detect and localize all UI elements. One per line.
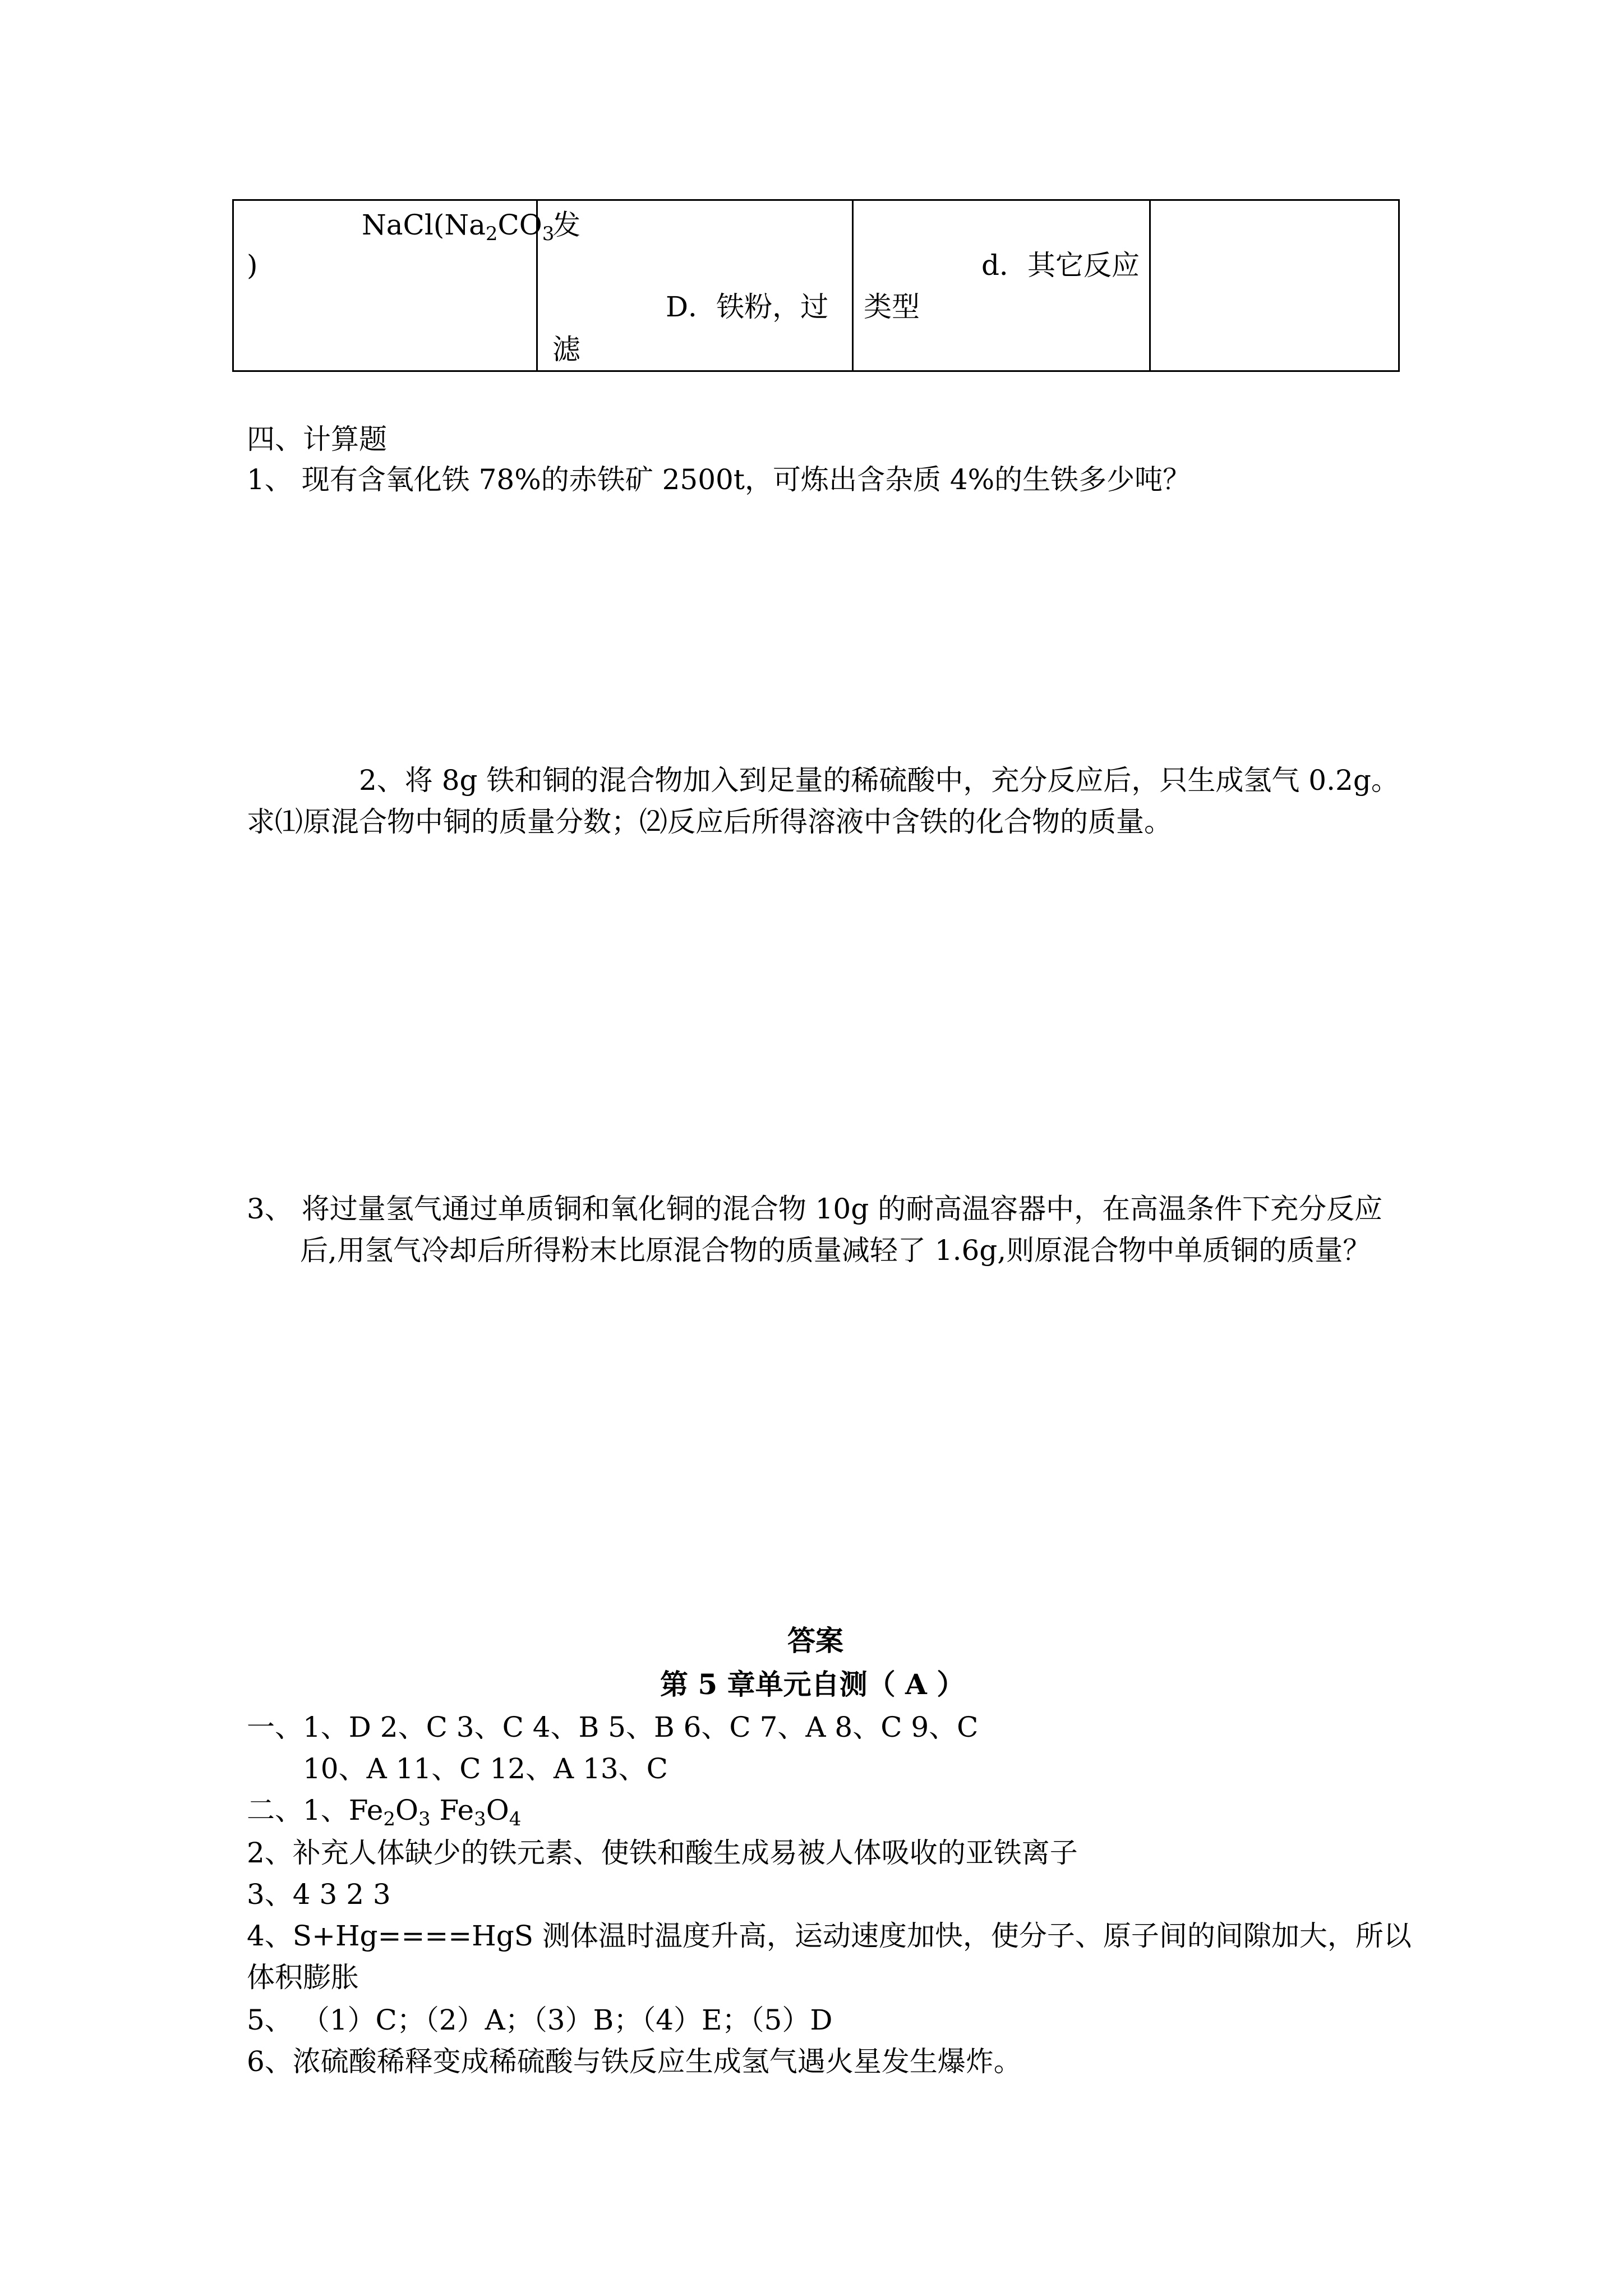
answers-item-3: 3、4 3 2 3 — [247, 1878, 391, 1911]
section-heading: 四、计算题 — [247, 423, 387, 455]
question-2-line-2: 求⑴原混合物中铜的质量分数；⑵反应后所得溶液中含铁的化合物的质量。 — [247, 806, 1172, 838]
question-3-line-1: 3、 将过量氢气通过单质铜和氧化铜的混合物 10g 的耐高温容器中，在高温条件下充分反应 — [247, 1193, 1383, 1225]
table-cell-substance: $NaCl(Na_2CO_3$ — [362, 209, 555, 245]
answers-item-4-line-2: 体积膨胀 — [247, 1961, 359, 1994]
answers-title: 答案 — [787, 1624, 843, 1657]
table-cell-method-1: 发 — [552, 209, 580, 241]
table-divider — [852, 201, 854, 370]
answers-item-6: 6、浓硫酸稀释变成稀硫酸与铁反应生成氢气遇火星发生爆炸。 — [247, 2045, 1022, 2078]
answers-part1-line-2: 10、A 11、C 12、A 13、C — [303, 1752, 668, 1785]
table-cell-method-3: 滤 — [552, 333, 580, 366]
question-3-line-2: 后,用氢气冷却后所得粉末比原混合物的质量减轻了 1.6g,则原混合物中单质铜的质量？ — [300, 1234, 1371, 1267]
table-cell-substance-cont: ) — [247, 249, 258, 282]
table-cell-type-2: 类型 — [864, 291, 920, 323]
answers-item-4-line-1: 4、S+Hg====HgS 测体温时温度升高，运动速度加快，使分子、原子间的间隙加大，所以 — [247, 1920, 1412, 1952]
question-1: 1、 现有含氧化铁 78%的赤铁矿 2500t，可炼出含杂质 4%的生铁多少吨？ — [247, 463, 1191, 496]
answers-subtitle: 第 5 章单元自测（ A ） — [660, 1668, 965, 1701]
table-cell-type-1: d．其它反应 — [981, 249, 1140, 282]
answers-part1-line-1: 一、1、D 2、C 3、C 4、B 5、B 6、C 7、A 8、C 9、C — [247, 1711, 979, 1743]
answers-part2-line-1: 二、1、$Fe_2O_3$ $Fe_3O_4$ — [247, 1794, 522, 1830]
table-cell-method-2: D．铁粉，过 — [666, 291, 829, 323]
answers-item-5: 5、 （1）C；（2）A；（3）B；（4）E；（5）D — [247, 2004, 833, 2036]
answers-item-2: 2、补充人体缺少的铁元素、使铁和酸生成易被人体吸收的亚铁离子 — [247, 1837, 1078, 1869]
table-divider — [1149, 201, 1151, 370]
question-2-line-1: 2、将 8g 铁和铜的混合物加入到足量的稀硫酸中，充分反应后，只生成氢气 0.2g。 — [359, 764, 1399, 797]
